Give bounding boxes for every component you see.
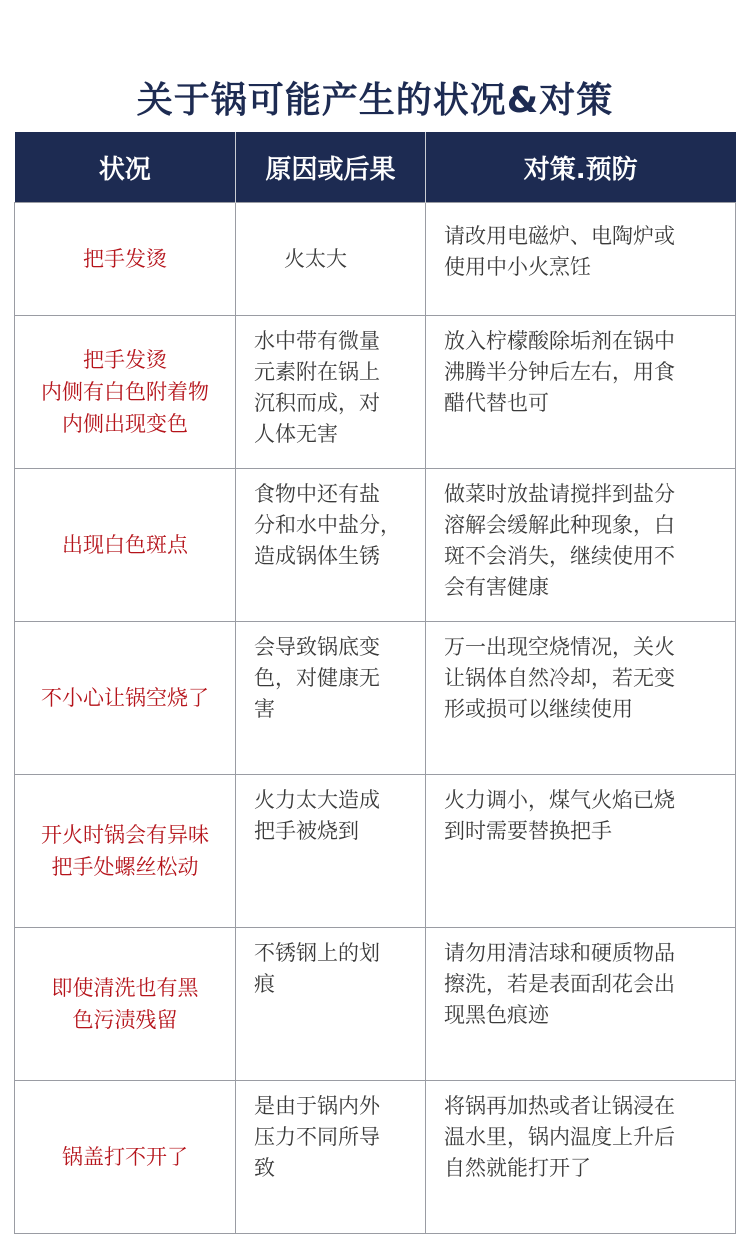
fix-text: 温水里，锅内温度上升后 <box>444 1125 675 1149</box>
fix-text: 请勿用清洁球和硬质物品 <box>444 941 675 965</box>
faq-table <box>14 132 736 1234</box>
cause-text: 火力太大造成 <box>254 788 380 812</box>
situation-text: 不小心让锅空烧了 <box>41 686 209 710</box>
table-row <box>15 928 736 1081</box>
situation-text: 即使清洗也有黑 <box>51 976 199 1000</box>
cause-cell <box>236 775 426 928</box>
fix-text: 放入柠檬酸除垢剂在锅中 <box>444 329 675 353</box>
situation-text: 色污渍残留 <box>72 1008 178 1032</box>
cause-text: 造成锅体生锈 <box>254 544 380 568</box>
table-row <box>15 1081 736 1234</box>
fix-text: 形或损可以继续使用 <box>444 697 633 721</box>
situation-cell <box>15 622 236 775</box>
fix-text: 斑不会消失，继续使用不 <box>444 544 675 568</box>
table-row <box>15 775 736 928</box>
cause-text: 分和水中盐分， <box>254 513 401 537</box>
fix-cell <box>426 469 736 622</box>
fix-cell <box>426 928 736 1081</box>
situation-text: 内侧出现变色 <box>62 412 188 436</box>
situation-cell <box>15 1081 236 1234</box>
fix-cell <box>426 622 736 775</box>
cause-text: 把手被烧到 <box>254 819 359 843</box>
cause-text: 致 <box>254 1156 275 1180</box>
situation-text: 把手发烫 <box>83 247 167 271</box>
fix-text: 擦洗，若是表面刮花会出 <box>444 972 675 996</box>
fix-text: 醋代替也可 <box>444 391 549 415</box>
cause-text: 害 <box>254 697 275 721</box>
situation-text: 出现白色斑点 <box>62 533 188 557</box>
fix-text: 会有害健康 <box>444 575 549 599</box>
fix-cell <box>426 316 736 469</box>
cause-text: 食物中还有盐 <box>254 482 380 506</box>
fix-text: 到时需要替换把手 <box>444 819 612 843</box>
cause-text: 不锈钢上的划 <box>254 941 380 965</box>
fix-text: 沸腾半分钟后左右，用食 <box>444 360 675 384</box>
cause-text: 元素附在锅上 <box>254 360 380 384</box>
header-cause: 原因或后果 <box>236 132 426 203</box>
situation-text: 锅盖打不开了 <box>62 1145 188 1169</box>
cause-text: 压力不同所导 <box>254 1125 380 1149</box>
cause-text: 水中带有微量 <box>254 329 380 353</box>
cause-text: 会导致锅底变 <box>254 635 380 659</box>
table-header-row <box>15 132 736 203</box>
situation-text: 开火时锅会有异味 <box>41 823 209 847</box>
header-situation: 状况 <box>15 132 236 203</box>
fix-text: 溶解会缓解此种现象，白 <box>444 513 675 537</box>
table-row <box>15 469 736 622</box>
cause-cell <box>236 316 426 469</box>
cause-cell <box>236 928 426 1081</box>
cause-text: 人体无害 <box>254 422 338 446</box>
situation-cell <box>15 928 236 1081</box>
table-body <box>15 203 736 1234</box>
cause-cell <box>236 1081 426 1234</box>
table-row <box>15 316 736 469</box>
fix-text: 请改用电磁炉、电陶炉或 <box>444 224 675 248</box>
fix-text: 万一出现空烧情况，关火 <box>444 635 675 659</box>
fix-cell <box>426 1081 736 1234</box>
page-title: 关于锅可能产生的状况&对策 <box>136 80 614 122</box>
situation-text: 内侧有白色附着物 <box>41 380 209 404</box>
situation-cell <box>15 775 236 928</box>
cause-cell <box>236 203 426 316</box>
cause-cell <box>236 622 426 775</box>
situation-cell <box>15 203 236 316</box>
fix-cell <box>426 203 736 316</box>
situation-text: 把手处螺丝松动 <box>51 855 199 879</box>
cause-cell <box>236 469 426 622</box>
cause-text: 色，对健康无 <box>254 666 380 690</box>
cause-text: 痕 <box>254 972 275 996</box>
header-fix: 对策.预防 <box>426 132 736 203</box>
situation-cell <box>15 469 236 622</box>
fix-text: 做菜时放盐请搅拌到盐分 <box>444 482 675 506</box>
situation-cell <box>15 316 236 469</box>
fix-text: 火力调小，煤气火焰已烧 <box>444 788 675 812</box>
situation-text: 把手发烫 <box>83 348 167 372</box>
fix-text: 现黑色痕迹 <box>444 1003 549 1027</box>
cause-text: 是由于锅内外 <box>254 1094 380 1118</box>
fix-text: 让锅体自然冷却，若无变 <box>444 666 675 690</box>
cause-text: 沉积而成，对 <box>254 391 380 415</box>
cause-text: 火太大 <box>284 246 347 271</box>
fix-text: 将锅再加热或者让锅浸在 <box>444 1094 675 1118</box>
fix-text: 使用中小火烹饪 <box>444 255 591 279</box>
fix-cell <box>426 775 736 928</box>
fix-text: 自然就能打开了 <box>444 1156 591 1180</box>
table-row <box>15 203 736 316</box>
table-row <box>15 622 736 775</box>
